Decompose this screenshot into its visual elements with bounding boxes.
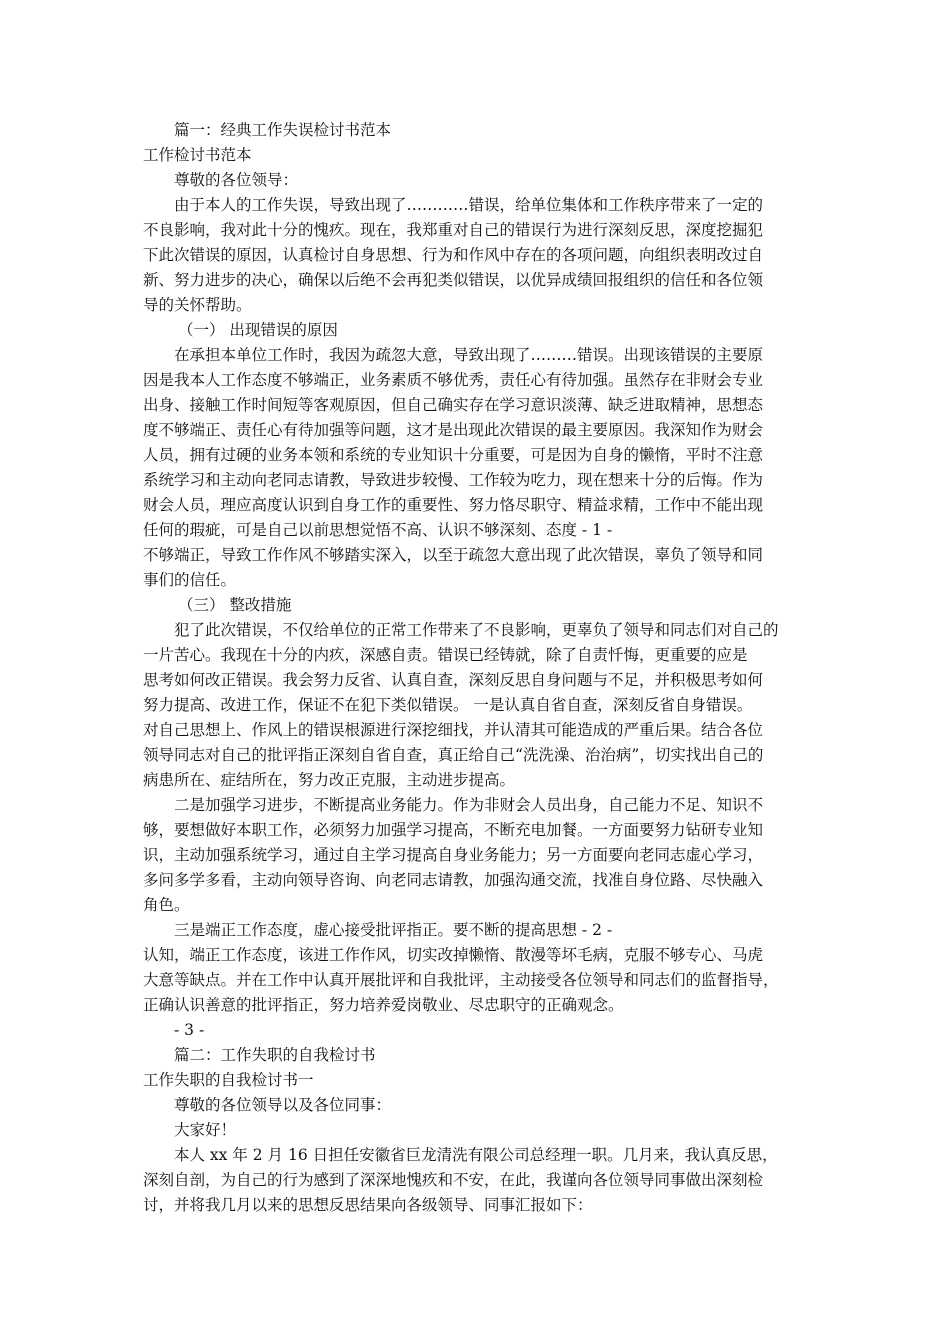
- text-line: 工作失职的自我检讨书一: [143, 1071, 314, 1089]
- text-line: 因是我本人工作态度不够端正，业务素质不够优秀，责任心有待加强。虽然存在非财会专业: [143, 371, 764, 389]
- text-line: 角色。: [143, 896, 190, 914]
- text-line: 度不够端正、责任心有待加强等问题，这才是出现此次错误的最主要原因。我深知作为财会: [143, 421, 764, 439]
- text-line: 由于本人的工作失误，导致出现了…………错误，给单位集体和工作秩序带来了一定的: [174, 196, 764, 214]
- text-line: 犯了此次错误，不仅给单位的正常工作带来了不良影响，更辜负了领导和同志们对自己的: [174, 621, 779, 639]
- text-line: 二是加强学习进步，不断提高业务能力。作为非财会人员出身，自己能力不足、知识不: [174, 796, 764, 814]
- text-line: 病患所在、症结所在，努力改正克服，主动进步提高。: [143, 771, 516, 789]
- text-line: （一） 出现错误的原因: [178, 321, 338, 339]
- text-line: 多问多学多看，主动向领导咨询、向老同志请教，加强沟通交流，找准自身位路、尽快融入: [143, 871, 764, 889]
- text-line: 思考如何改正错误。我会努力反省、认真自查，深刻反思自身问题与不足，并积极思考如何: [143, 671, 764, 689]
- text-line: （三） 整改措施: [178, 596, 292, 614]
- text-line: 不良影响，我对此十分的愧疚。现在，我郑重对自己的错误行为进行深刻反思，深度挖掘犯: [143, 221, 764, 239]
- text-line: 工作检讨书范本: [143, 146, 252, 164]
- text-line: 正确认识善意的批评指正，努力培养爱岗敬业、尽忠职守的正确观念。: [143, 996, 624, 1014]
- text-line: 在承担本单位工作时，我因为疏忽大意，导致出现了………错误。出现该错误的主要原: [174, 346, 764, 364]
- text-line: 篇二：工作失职的自我检讨书: [174, 1046, 376, 1064]
- text-line: 不够端正，导致工作作风不够踏实深入，以至于疏忽大意出现了此次错误，辜负了领导和同: [143, 546, 764, 564]
- text-line: 对自己思想上、作风上的错误根源进行深挖细找，并认清其可能造成的严重后果。结合各位: [143, 721, 764, 739]
- text-line: 本人 xx 年 2 月 16 日担任安徽省巨龙清洗有限公司总经理一职。几月来，我认真反思，: [174, 1146, 778, 1164]
- text-line: 下此次错误的原因，认真检讨自身思想、行为和作风中存在的各项问题，向组织表明改过自: [143, 246, 764, 264]
- text-line: 讨，并将我几月以来的思想反思结果向各级领导、同事汇报如下：: [143, 1196, 593, 1214]
- text-line: 人员，拥有过硬的业务本领和系统的专业知识十分重要，可是因为自身的懒惰，平时不注意: [143, 446, 764, 464]
- text-line: - 3 -: [174, 1021, 205, 1039]
- text-line: 一片苦心。我现在十分的内疚，深感自责。错误已经铸就，除了自责忏悔，更重要的应是: [143, 646, 748, 664]
- text-line: 事们的信任。: [143, 571, 237, 589]
- text-line: 够，要想做好本职工作，必须努力加强学习提高，不断充电加餐。一方面要努力钻研专业知: [143, 821, 764, 839]
- text-line: 大家好！: [174, 1121, 237, 1139]
- text-line: 认知，端正工作态度，该进工作作风，切实改掉懒惰、散漫等坏毛病，克服不够专心、马虎: [143, 946, 764, 964]
- text-line: 领导同志对自己的批评指正深刻自省自查，真正给自己“洗洗澡、治治病”，切实找出自己的: [143, 746, 764, 764]
- text-line: 财会人员，理应高度认识到自身工作的重要性、努力恪尽职守、精益求精，工作中不能出现: [143, 496, 764, 514]
- text-line: 出身、接触工作时间短等客观原因，但自己确实存在学习意识淡薄、缺乏进取精神，思想态: [143, 396, 764, 414]
- text-line: 导的关怀帮助。: [143, 296, 252, 314]
- text-line: 系统学习和主动向老同志请教，导致进步较慢、工作较为吃力，现在想来十分的后悔。作为: [143, 471, 764, 489]
- text-line: 尊敬的各位领导以及各位同事：: [174, 1096, 392, 1114]
- text-line: 深刻自剖，为自己的行为感到了深深地愧疚和不安，在此，我谨向各位领导同事做出深刻检: [143, 1171, 764, 1189]
- text-line: 努力提高、改进工作，保证不在犯下类似错误。 一是认真自省自查，深刻反省自身错误。: [143, 696, 753, 714]
- text-line: 任何的瑕疵，可是自己以前思想觉悟不高、认识不够深刻、态度 - 1 -: [143, 521, 613, 539]
- text-line: 尊敬的各位领导：: [174, 171, 299, 189]
- text-line: 大意等缺点。并在工作中认真开展批评和自我批评，主动接受各位领导和同志们的监督指导，: [143, 971, 779, 989]
- text-line: 新、努力进步的决心，确保以后绝不会再犯类似错误，以优异成绩回报组织的信任和各位领: [143, 271, 764, 289]
- text-line: 三是端正工作态度，虚心接受批评指正。要不断的提高思想 - 2 -: [174, 921, 613, 939]
- text-line: 识，主动加强系统学习，通过自主学习提高自身业务能力；另一方面要向老同志虚心学习，: [143, 846, 764, 864]
- text-line: 篇一：经典工作失误检讨书范本: [174, 121, 392, 139]
